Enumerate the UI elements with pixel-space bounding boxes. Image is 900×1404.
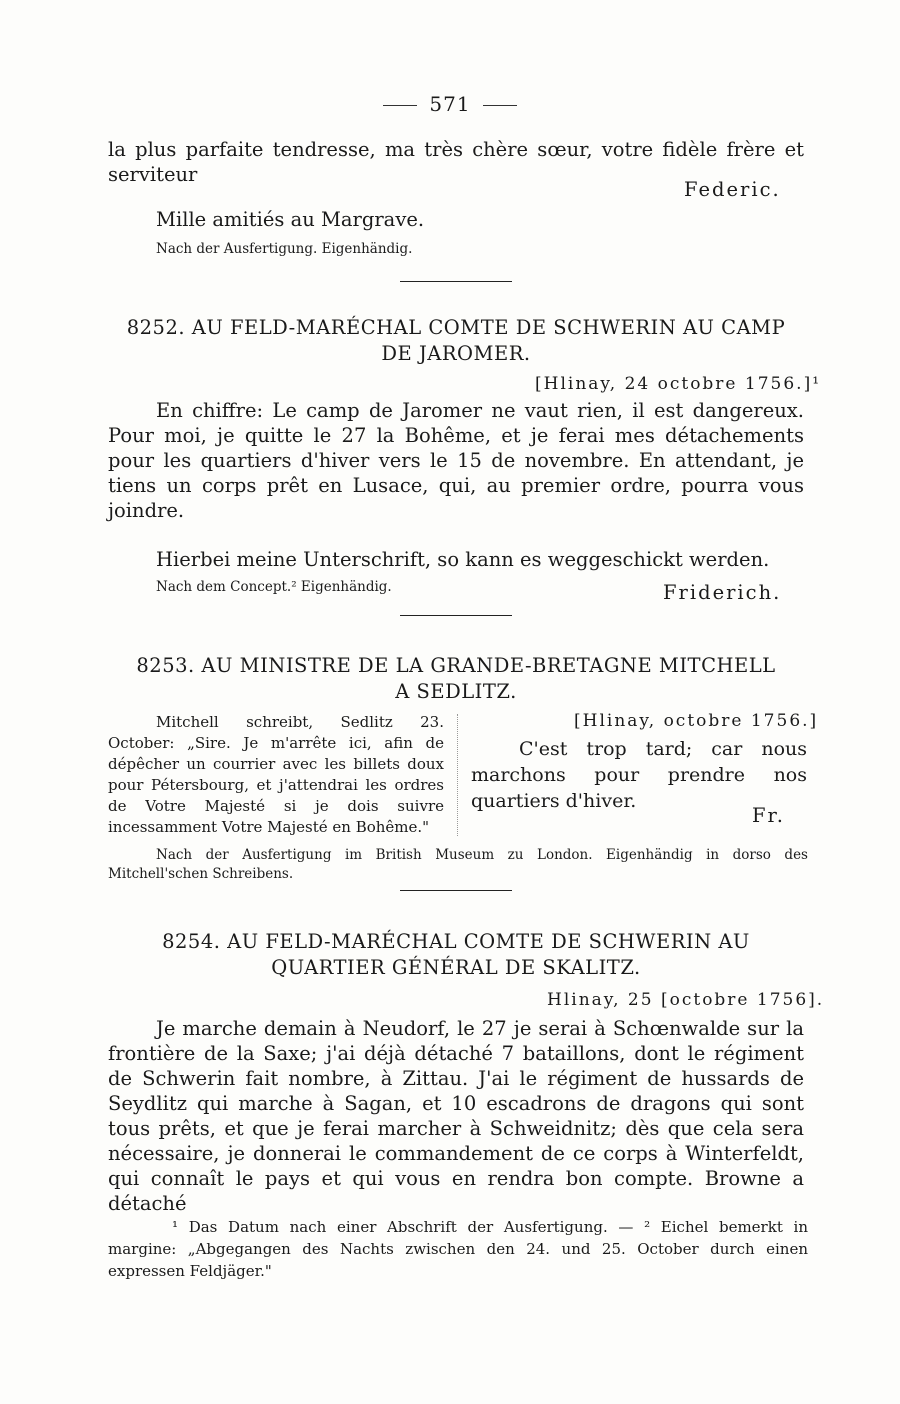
section-divider [400,890,512,891]
letter-8254-heading-line2: QUARTIER GÉNÉRAL DE SKALITZ. [271,956,641,979]
letter-8252-signature: Friderich. [663,581,782,604]
letter-8253-signature: Fr. [752,804,785,827]
letter-8253-reply: C'est trop tard; car nous marchons pour prendre nos quartiers d'hiver. [471,738,807,812]
letter-8254-body: Je marche demain à Neudorf, le 27 je serai à Schœnwalde sur la frontière de la Saxe; j'ai déjà détaché 7 bataillons, dont le régiment de Schwerin fait nombre, à Zittau. J'ai le régiment de hussards de Seydlitz qui marche à Sagan, et 10 escadrons de dragons qui sont tous prêts, et que je ferai marcher à Schweidnitz; dès que cela sera nécessaire, je donnerai le commandement de ce corps à Winterfeldt, qui connaît le pays et qui vous en rendra bon compte. Browne a détaché [108,1017,804,1215]
opening-postscript: Mille amitiés au Margrave. [156,208,425,231]
letter-8253-mitchell-excerpt: Mitchell schreibt, Sedlitz 23. October: „Sire. Je m'arrête ici, afin de dépêcher un courrier avec les billets doux pour Pétersbourg, et j'attendrai les ordres de Votre Majesté si je dois suivre incessamment Votre Majesté en Bohême." [108,713,444,836]
footnotes: ¹ Das Datum nach einer Abschrift der Ausfertigung. — ² Eichel bemerkt in margine: „Abgegangen des Nachts zwischen den 24. und 25. October durch einen expressen Feldjäger." [108,1218,808,1280]
section-divider [400,281,512,282]
letter-8252-heading-line2: DE JAROMER. [381,342,531,365]
opening-text: la plus parfaite tendresse, ma très chère sœur, votre fidèle frère et serviteur [108,138,804,186]
letter-8252-body: En chiffre: Le camp de Jaromer ne vaut rien, il est dangereux. Pour moi, je quitte le 27 la Bohême, et je ferai mes détachements pour les quartiers d'hiver vers le 15 de novembre. En attendant, je tiens un corps prêt en Lusace, qui, au premier ordre, pourra vous joindre. [108,399,804,522]
letter-8253-heading-line1: 8253. AU MINISTRE DE LA GRANDE-BRETAGNE MITCHELL [136,654,776,677]
header-dash-left [383,105,417,106]
letter-8252-note: Hierbei meine Unterschrift, so kann es weggeschickt werden. [156,548,770,571]
page-number: 571 [429,92,471,116]
opening-signature: Federic. [684,178,781,201]
header-dash-right [483,105,517,106]
letter-8254-heading-line1: 8254. AU FELD-MARÉCHAL COMTE DE SCHWERIN AU [162,930,750,953]
section-divider [400,615,512,616]
letter-8253-source-note: Nach der Ausfertigung im British Museum zu London. Eigenhändig in dorso des Mitchell'schen Schreibens. [108,847,808,882]
letter-8253-dateline: [Hlinay, octobre 1756.] [574,711,819,731]
opening-source-note: Nach der Ausfertigung. Eigenhändig. [156,241,413,257]
page-number-header [0,92,900,116]
letter-8252-heading-line1: 8252. AU FELD-MARÉCHAL COMTE DE SCHWERIN AU CAMP [126,316,786,339]
column-separator [457,714,458,836]
letter-8253-heading-line2: A SEDLITZ. [395,680,517,703]
letter-8252-source-note: Nach dem Concept.² Eigenhändig. [156,579,392,595]
letter-8254-dateline: Hlinay, 25 [octobre 1756]. [547,990,825,1010]
letter-8252-dateline: [Hlinay, 24 octobre 1756.]¹ [535,374,822,394]
